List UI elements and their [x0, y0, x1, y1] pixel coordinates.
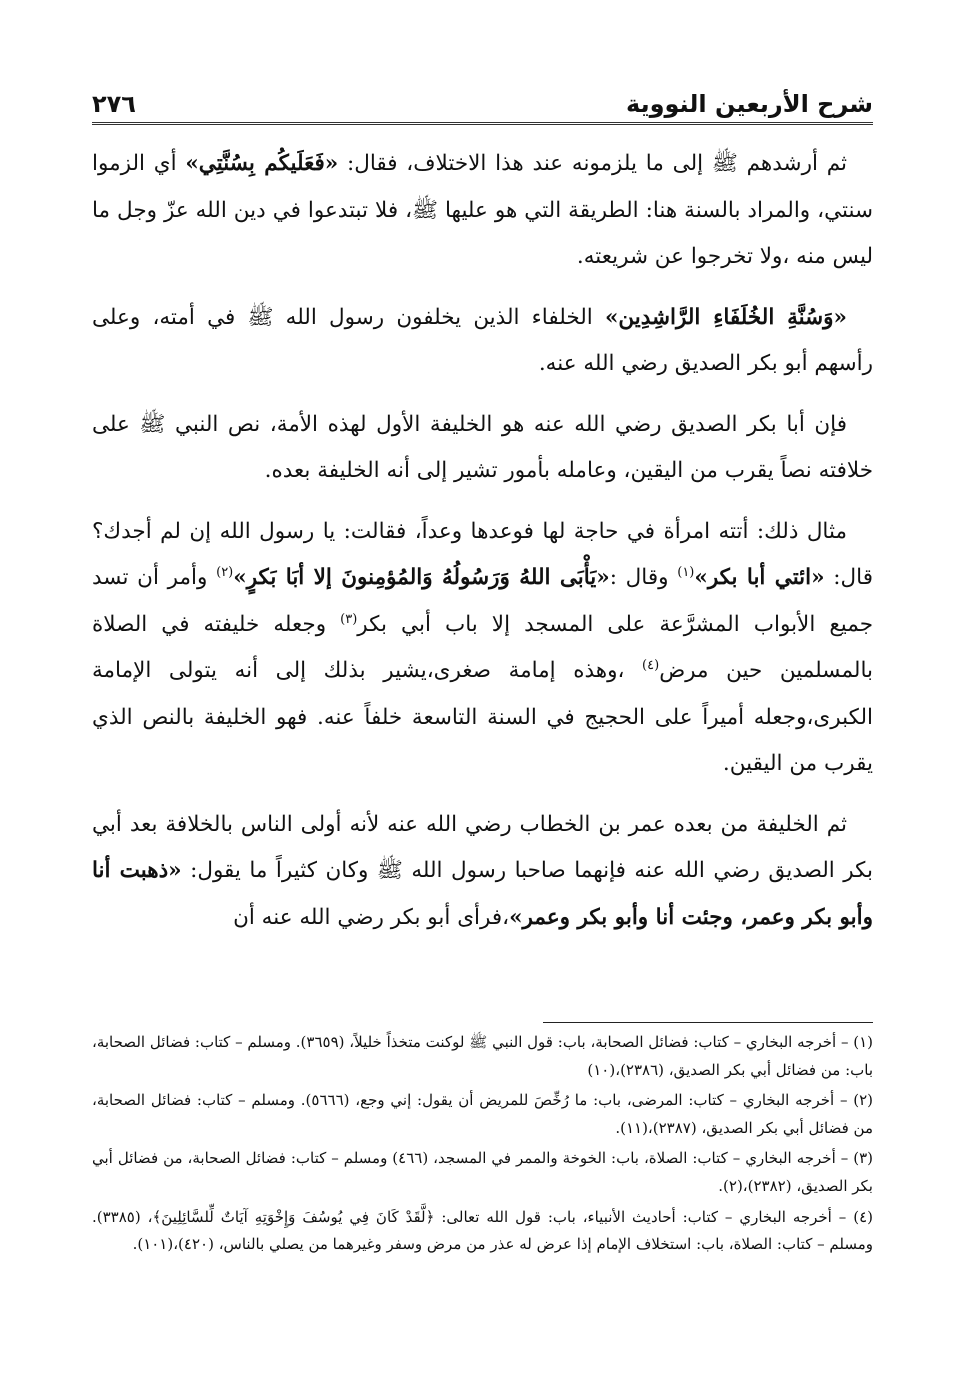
footnote: (٤) – أخرجه البخاري – كتاب: أحاديث الأنبياء، باب: قول الله تعالى: ﴿لَّقَدْ كَانَ فِي يُوسُفَ وَإِخْوَتِهِ آيَاتٌ لِّلسَّائِلِينَ﴾، (٣٣٨٥). ومسلم – كتاب: الصلاة، باب: استخلاف الإمام إذا عرض له عذر من مرض وسفر وغيرهما من يصلي بالناس، (٤٢٠)،(١٠١). [92, 1207, 873, 1254]
footnote: (٢) – أخرجه البخاري – كتاب: المرضى، باب: ما رُخِّصَ للمريض أن يقول: إني وجع، (٥٦٦٦). ومسلم – كتاب: فضائل الصحابة، من فضائل أبي بكر الصديق، (٢٣٨٧)،(١١). [92, 1091, 873, 1137]
page-number: ٢٧٦ [92, 90, 136, 118]
text-segment: مثال ذلك: أتته امرأة في حاجة لها فوعدها وعداً، فقالت: يا رسول الله إن لم أجدك؟ قال: [92, 518, 874, 590]
hadith-quote: «وَسُنَّةِ الخُلَفَاءِ الرَّاشِدِين» [604, 304, 847, 330]
book-title: شرح الأربعين النووية [626, 90, 873, 118]
body-paragraph [92, 141, 873, 281]
text-segment: الخلفاء الذين يخلفون رسول الله ﷺ في أمته، وعلى رأسهم أبو بكر الصديق رضي الله عنه. [92, 304, 873, 376]
body-paragraph [92, 509, 873, 788]
text-segment: فإن أبا بكر الصديق رضي الله عنه هو الخليفة الأول لهذه الأمة، نص النبي ﷺ على خلافته نصاً يقرب من اليقين، وعامله بأمور تشير إلى أنه الخليفة بعده. [92, 411, 873, 483]
hadith-quote: «يَأْبَى اللهُ وَرَسُولُهُ وَالمُؤمِنونَ إلا أبَا بَكرٍ» [233, 565, 610, 590]
footnote-reference: (١) [677, 564, 695, 580]
body-paragraph [92, 402, 873, 495]
footnotes-section [92, 1022, 873, 1262]
footnote: (٣) – أخرجه البخاري – كتاب: الصلاة، باب: الخوخة والممر في المسجد، (٤٦٦) ومسلم – كتاب: فضائل الصحابة، من فضائل أبي بكر الصديق، (٢٣٨٢)،(٢). [92, 1149, 873, 1195]
footnote-reference: (٤) [642, 657, 660, 673]
body-paragraph [92, 295, 873, 388]
hadith-quote: «ائتي أبا بكر» [694, 565, 825, 590]
text-segment: وأمر أن تسد جميع الأبواب المشرَّعة على المسجد إلا باب أبي بكر [92, 565, 873, 637]
text-segment: أي الزموا سنتي، والمراد بالسنة هنا: الطريقة التي هو عليها ﷺ، فلا تبتدعوا في دين الله عزّ وجل ما ليس منه ،ولا تخرجوا عن شريعته. [92, 151, 873, 269]
footnote-divider [543, 1022, 873, 1023]
footnote: (١) – أخرجه البخاري – كتاب: فضائل الصحابة، باب: قول النبي ﷺ لوكنت متخذاً خليلاً، (٣٦٥٩). ومسلم – كتاب: فضائل الصحابة، باب: من فضائل أبي بكر الصديق، (٢٣٨٦)،(١٠) [92, 1033, 874, 1079]
text-segment: ،فرأى أبو بكر رضي الله عنه أن [233, 904, 510, 930]
text-segment: وجعله خليفته في الصلاة بالمسلمين حين مرض [92, 611, 873, 683]
text-segment: ثم الخليفة من بعده عمر بن الخطاب رضي الله عنه لأنه أولى الناس بالخلافة بعد أبي بكر الصديق رضي الله عنه فإنهما صاحبا رسول الله ﷺ وكان كثيراً ما يقول: [92, 811, 873, 883]
text-segment: ،وهذه إمامة صغرى،يشير بذلك إلى أنه يتولى الإمامة الكبرى،وجعله أميراً على الحجيج في السنة التاسعة خلفاً عنه. فهو الخليفة بالنص الذي يقرب من اليقين. [92, 658, 873, 776]
text-segment: ثم أرشدهم ﷺ إلى ما يلزمونه عند هذا الاختلاف، فقال: [338, 151, 847, 176]
text-segment: وقال : [609, 565, 678, 590]
hadith-quote: «فَعَلَيكُم بِسُنَّتِي» [185, 151, 339, 176]
body-paragraph [92, 802, 873, 942]
hadith-quote: «ذهبت أنا وأبو بكر وعمر، وجئت أنا وأبو بكر وعمر» [92, 858, 873, 930]
running-header [92, 78, 873, 125]
footnote-reference: (٣) [340, 611, 358, 627]
footnote-reference: (٢) [216, 564, 234, 580]
body-text [92, 141, 873, 941]
